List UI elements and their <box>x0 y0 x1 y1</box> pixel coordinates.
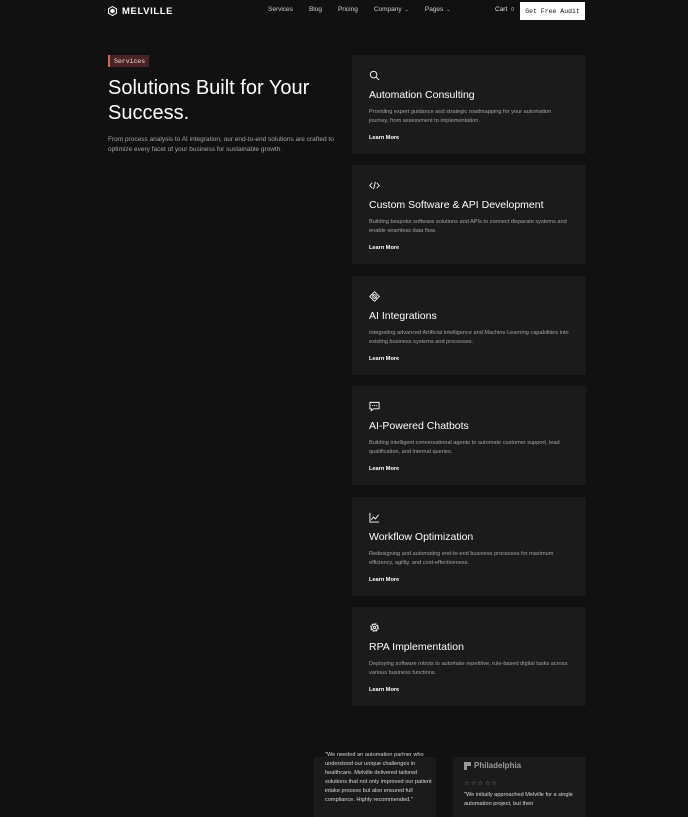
client-logo <box>464 761 521 770</box>
service-title: Workflow Optimization <box>369 531 474 543</box>
service-card-workflow-optimization <box>352 497 586 596</box>
nav-link-company[interactable] <box>374 6 409 13</box>
nav-links <box>268 6 467 13</box>
service-card-ai-integrations <box>352 276 586 375</box>
testimonial-card <box>314 752 436 817</box>
star-rating: ☆☆☆☆☆ <box>464 780 499 787</box>
ai-icon <box>369 291 380 302</box>
chat-icon <box>369 401 380 412</box>
nav-link-label: Blog <box>308 6 322 13</box>
nav-link-label: Pages <box>424 6 444 13</box>
brand-logo[interactable] <box>108 4 173 18</box>
service-description: Building bespoke software solutions and APIs to connect disparate systems and enable seamless data flow. <box>369 219 567 234</box>
nav-link-services[interactable] <box>268 6 293 13</box>
testimonial-card <box>453 757 586 817</box>
nav-link-label: Pricing <box>337 6 358 13</box>
search-icon <box>369 70 380 81</box>
brand-name: MELVILLE <box>122 5 174 17</box>
service-description: Integrating advanced Artificial Intelligence and Machine Learning capabilities into existing business systems and processes. <box>369 330 569 345</box>
service-title: Automation Consulting <box>369 89 475 101</box>
learn-more-link[interactable]: Learn More <box>369 687 400 693</box>
nav-link-blog[interactable] <box>309 6 322 13</box>
service-card-custom-software <box>352 165 586 264</box>
testimonial-quote: "We needed an automation partner who understood our unique challenges in healthcare. Melville delivered tailored solutions that not only improved our patient intake process but also ensured full compliance. Highly recommended." <box>325 752 432 803</box>
section-tag: Services <box>108 55 149 67</box>
top-nav <box>0 0 688 22</box>
cart-count-badge: 0 <box>511 6 515 13</box>
service-description: Building intelligent conversational agents to automate customer support, lead qualification, and internal queries. <box>369 440 560 455</box>
testimonial-quote: "We initially approached Melville for a single automation project, but their <box>464 792 573 807</box>
learn-more-link[interactable]: Learn More <box>369 245 400 251</box>
chevron-down-icon: ⌄ <box>446 6 451 13</box>
nav-link-label: Company <box>373 6 402 13</box>
chevron-down-icon: ⌄ <box>404 6 409 13</box>
learn-more-link[interactable]: Learn More <box>369 466 400 472</box>
service-title: Custom Software & API Development <box>369 199 544 211</box>
nav-link-label: Services <box>268 6 293 13</box>
hero-subtitle: From process analysis to AI integration, our end-to-end solutions are crafted to optimize every facet of your business for sustainable growth. <box>108 136 334 153</box>
client-name: Philadelphia <box>474 761 522 770</box>
service-description: Providing expert guidance and strategic roadmapping for your automation journey, from assessment to implementation. <box>369 109 552 124</box>
service-description: Deploying software robots to automate repetitive, rule-based digital tasks across various business functions. <box>369 661 568 676</box>
get-free-audit-button[interactable]: Get Free Audit <box>520 2 585 20</box>
code-icon <box>369 180 380 191</box>
service-title: AI Integrations <box>369 310 437 322</box>
philadelphia-logo-icon <box>464 762 471 770</box>
hexagon-logo-icon <box>108 6 117 16</box>
service-card-rpa-implementation <box>352 607 586 706</box>
service-title: AI-Powered Chatbots <box>369 420 469 432</box>
nav-link-pricing[interactable] <box>338 6 358 13</box>
service-title: RPA Implementation <box>369 641 464 653</box>
service-card-automation-consulting <box>352 55 586 154</box>
cart-label: Cart <box>495 6 508 13</box>
learn-more-link[interactable]: Learn More <box>369 356 400 362</box>
trend-icon <box>369 512 380 523</box>
cart-link[interactable] <box>495 6 514 13</box>
nav-link-pages[interactable] <box>425 6 451 13</box>
learn-more-link[interactable]: Learn More <box>369 135 400 141</box>
page-title: Solutions Built for Your Success. <box>108 77 310 124</box>
learn-more-link[interactable]: Learn More <box>369 577 400 583</box>
service-card-ai-chatbots <box>352 386 586 485</box>
gear-icon <box>369 622 380 633</box>
service-description: Redesigning and automating end-to-end business processes for maximum efficiency, agility, and cost-effectiveness. <box>369 551 554 566</box>
